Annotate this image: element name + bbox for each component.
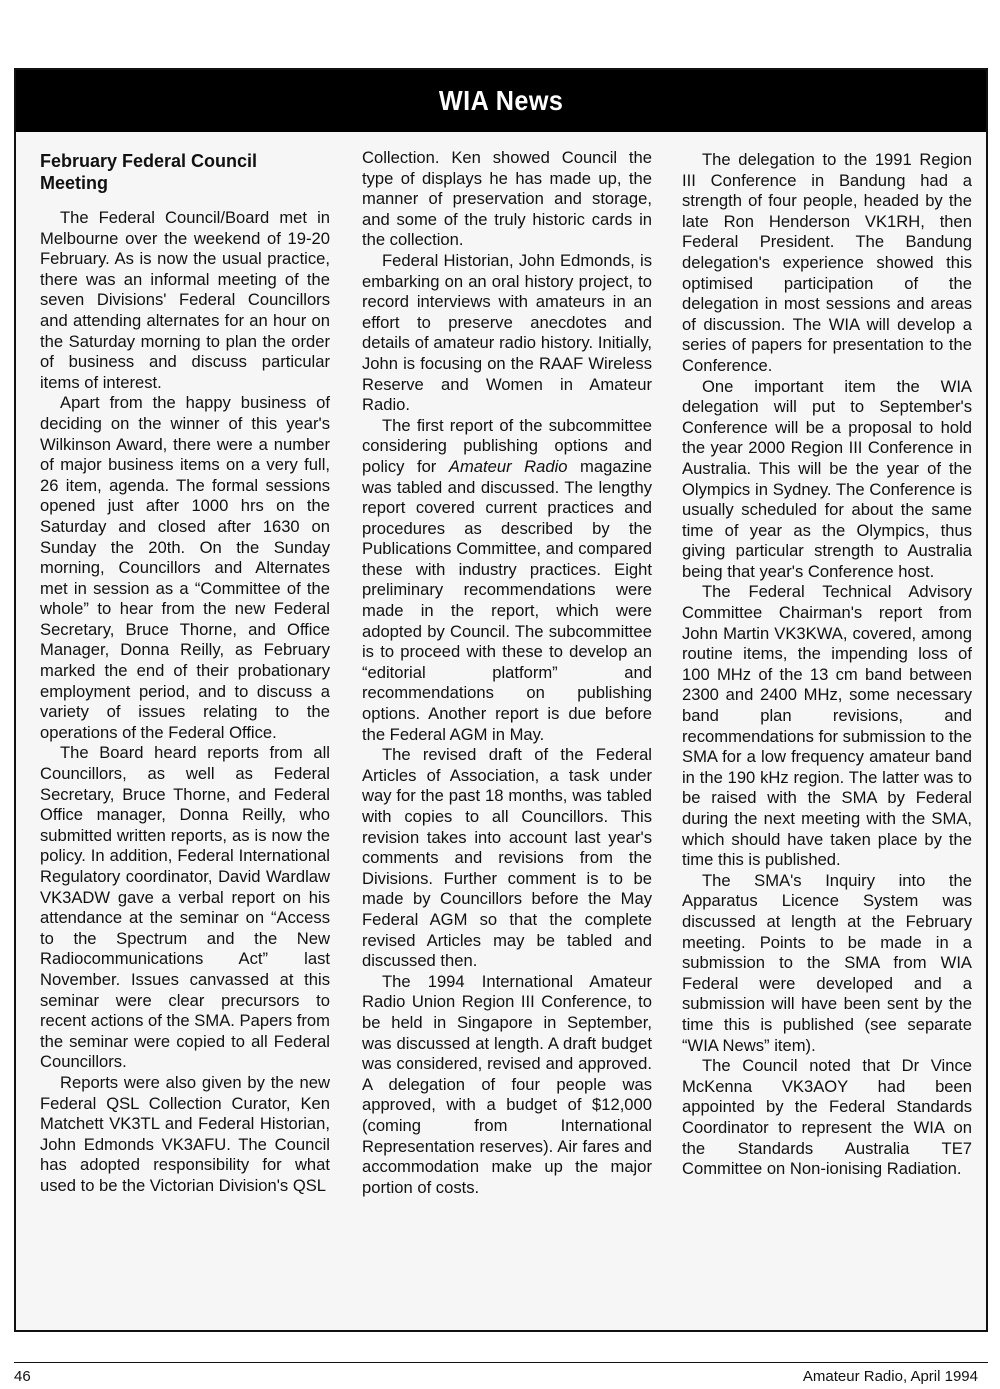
paragraph: The SMA's Inquiry into the Apparatus Licence System was discussed at length at the February meeting. Points to be made in a submission to the SMA from WIA Federal were developed and a submission will have been sent by the time this is published (see separate “WIA News” item).	[682, 870, 972, 1055]
paragraph: The delegation to the 1991 Region III Conference in Bandung had a strength of four people, headed by the late Ron Henderson VK1RH, then Federal President. The Bandung delegation's experience showed this optimised participation of the delegation in most sessions and areas of discussion. The WIA will develop a series of papers for presentation to the Conference.	[682, 150, 972, 375]
column-2	[362, 148, 652, 1198]
section-title: WIA News	[438, 85, 564, 116]
news-frame	[14, 68, 988, 1332]
footer-rule	[14, 1362, 988, 1363]
paragraph: The Council noted that Dr Vince McKenna VK3AOY had been appointed by the Federal Standards Coordinator to represent the WIA on the Standards Australia TE7 Committee on Non-ionising Radiation.	[682, 1056, 972, 1179]
article-heading: February Federal Council Meeting	[40, 151, 258, 193]
paragraph: Collection. Ken showed Council the type of displays he has made up, the manner of preservation and storage, and some of the truly historic cards in the collection.	[362, 148, 652, 250]
text-run: The first report of the subcommittee considering publishing options and policy for	[362, 415, 652, 476]
paragraph	[362, 416, 652, 746]
paragraph: The revised draft of the Federal Articles of Association, a task under way for the past 18 months, was tabled with copies to all Councillors. This revision takes into account last year's comments and revisions from the Divisions. Further comment is to be made by Councillors before the May Federal AGM so that the complete revised Articles may be tabled and discussed then.	[362, 745, 652, 971]
paragraph: The Federal Council/Board met in Melbourne over the weekend of 19-20 February. As is now the usual practice, there was an informal meeting of the seven Divisions' Federal Councillors and attending alternates for an hour on the Saturday morning to plan the order of business and discuss particular items of interest.	[40, 208, 330, 392]
column-1	[40, 150, 330, 1197]
paragraph: Reports were also given by the new Federal QSL Collection Curator, Ken Matchett VK3TL and Federal Historian, John Edmonds VK3AFU. The Council has adopted responsibility for what used to be the Victorian Division's QSL	[40, 1072, 330, 1195]
magazine-title: Amateur Radio	[448, 456, 568, 476]
publication-info: Amateur Radio, April 1994	[802, 1368, 978, 1385]
paragraph: The Federal Technical Advisory Committee Chairman's report from John Martin VK3KWA, covered, among routine items, the impending loss of 100 MHz of the 13 cm band between 2300 and 2400 MHz, some necessary band plan revisions, and recommendations for submission to the SMA for a low frequency amateur band in the 190 kHz region. The latter was to be raised with the SMA by Federal during the next meeting with the SMA, which should have taken place by the time this is published.	[682, 582, 972, 870]
paragraph: One important item the WIA delegation will put to September's Conference will be a proposal to hold the year 2000 Region III Conference in Australia. This will be the year of the Olympics in Sydney. The Conference is usually scheduled for about the same time of year as the Olympics, thus giving particular strength to Australia being that year's Conference host.	[682, 376, 972, 581]
text-run: magazine was tabled and discussed. The lengthy report covered current practices and procedures as described by the Publications Committee, and compared these with industry practices. Eight preliminary recommendations were made in the report, which were adopted by Council. The subcommittee is to proceed with these to develop an “editorial platform” and recommendations on publishing options. Another report is due before the Federal AGM in May.	[362, 456, 653, 744]
column-3	[682, 150, 972, 1180]
paragraph: Federal Historian, John Edmonds, is embarking on an oral history project, to record interviews with amateurs in an effort to preserve anecdotes and details of amateur radio history. Initially, John is focusing on the RAAF Wireless Reserve and Women in Amateur Radio.	[362, 250, 652, 415]
section-header	[16, 70, 986, 132]
paragraph: Apart from the happy business of deciding on the winner of this year's Wilkinson Award, there were a number of major business items on a very full, 26 item, agenda. The formal sessions opened just after 1000 hrs on the Saturday and closed after 1630 on Sunday the 20th. On the Sunday morning, Councillors and Alternates met in session as a “Committee of the whole” to hear from the new Federal Secretary, Bruce Thorne, and Office Manager, Donna Reilly, as February marked the end of their probationary employment period, and to discuss a variety of issues relating to the operations of the Federal Office.	[40, 393, 330, 742]
paragraph: The Board heard reports from all Councillors, as well as Federal Secretary, Bruce Thorne, and Federal Office manager, Donna Reilly, who submitted written reports, as is now the policy. In addition, Federal International Regulatory coordinator, David Wardlaw VK3ADW gave a verbal report on his attendance at the seminar on “Access to the Spectrum and the New Radiocommunications Act” last November. Issues canvassed at this seminar were clear precursors to recent actions of the SMA. Papers from the seminar were copied to all Federal Councillors.	[40, 743, 330, 1072]
paragraph: The 1994 International Amateur Radio Union Region III Conference, to be held in Singapore in September, was discussed at length. A draft budget was considered, revised and approved. A delegation of four people was approved, with a budget of $12,000 (coming from International Representation reserves). Air fares and accommodation make up the major portion of costs.	[362, 971, 652, 1197]
page-number: 46	[14, 1368, 31, 1385]
